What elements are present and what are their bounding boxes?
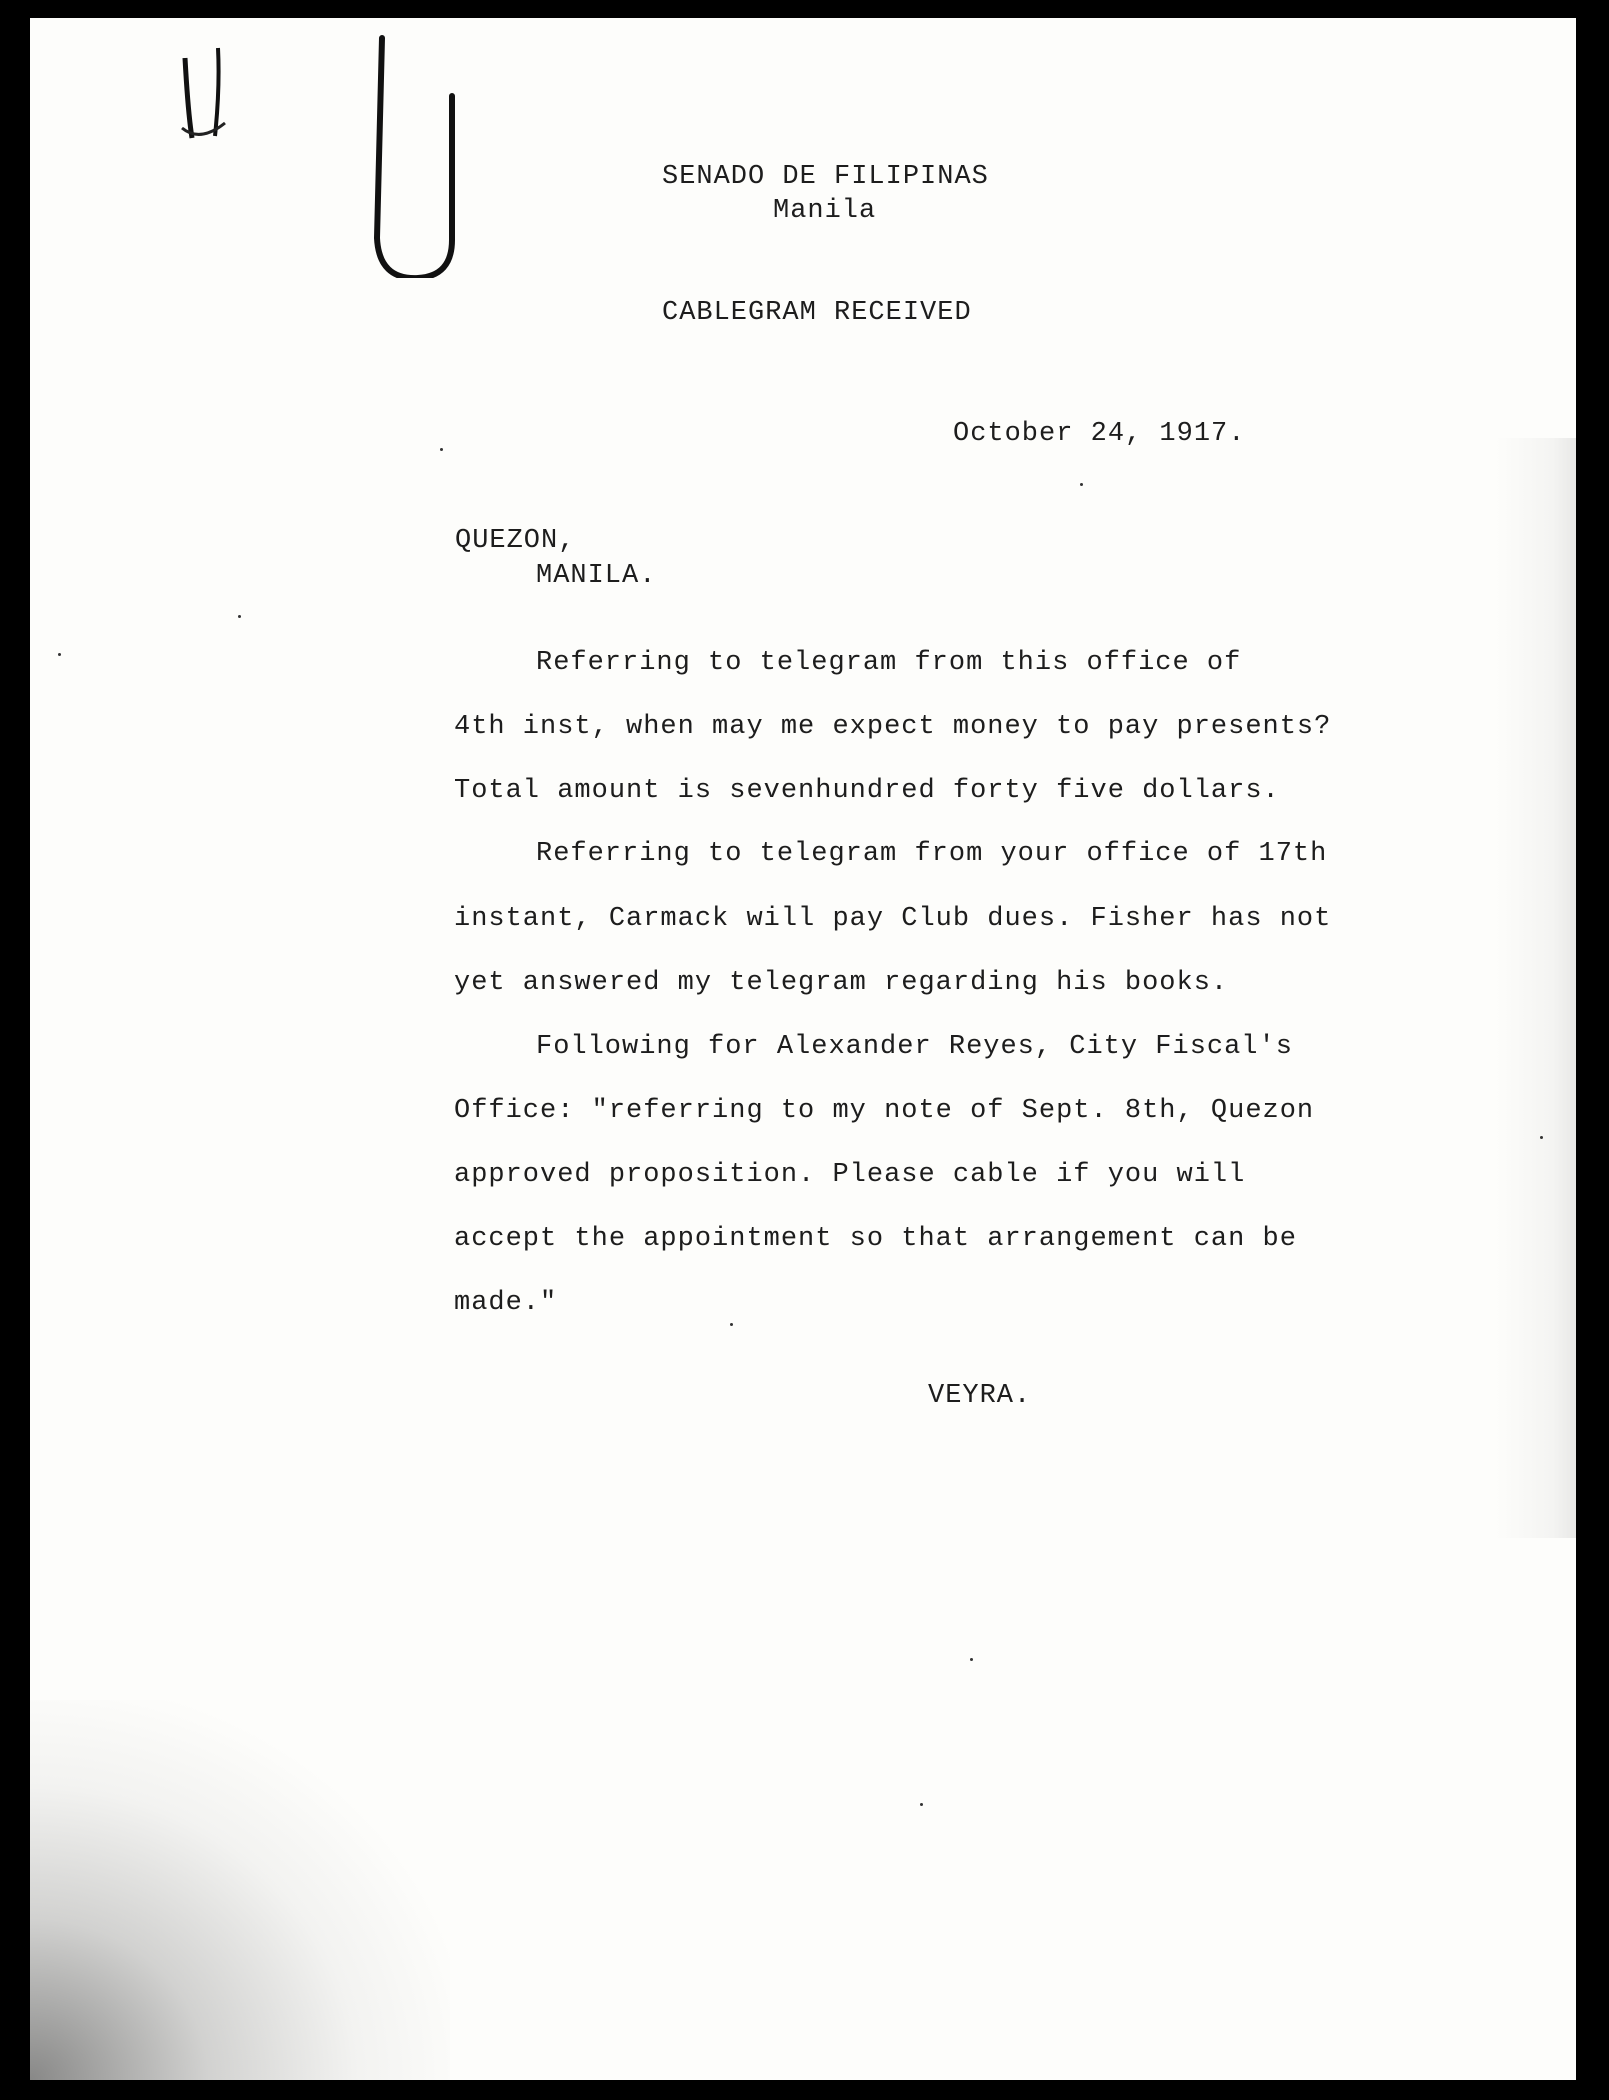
body-line: Office: "referring to my note of Sept. 8th, Quezon [454,1096,1315,1126]
body-line: approved proposition. Please cable if you will [454,1160,1246,1190]
document-page [30,18,1576,2080]
letterhead-line1: SENADO DE FILIPINAS [662,162,989,192]
document-type: CABLEGRAM RECEIVED [662,298,972,328]
body-line: Following for Alexander Reyes, City Fiscal's [536,1032,1293,1062]
document-date: October 24, 1917. [953,419,1246,449]
addressee-name: QUEZON, [455,526,576,556]
signature: VEYRA. [928,1381,1032,1411]
body-line: accept the appointment so that arrangement can be [454,1224,1297,1254]
body-line: instant, Carmack will pay Club dues. Fisher has not [454,904,1332,934]
body-line: Referring to telegram from this office of [536,648,1242,678]
body-line: Total amount is sevenhundred forty five dollars. [454,776,1280,806]
edge-smudge [30,1700,450,2080]
body-line: Referring to telegram from your office of 17th [536,839,1328,869]
body-line: 4th inst, when may me expect money to pay presents? [454,712,1332,742]
addressee-city: MANILA. [536,561,657,591]
body-line: yet answered my telegram regarding his books. [454,968,1229,998]
edge-shadow [1496,438,1576,1538]
body-line: made." [454,1288,558,1318]
paper-clip-icon [170,18,490,278]
letterhead-line2: Manila [773,196,877,226]
